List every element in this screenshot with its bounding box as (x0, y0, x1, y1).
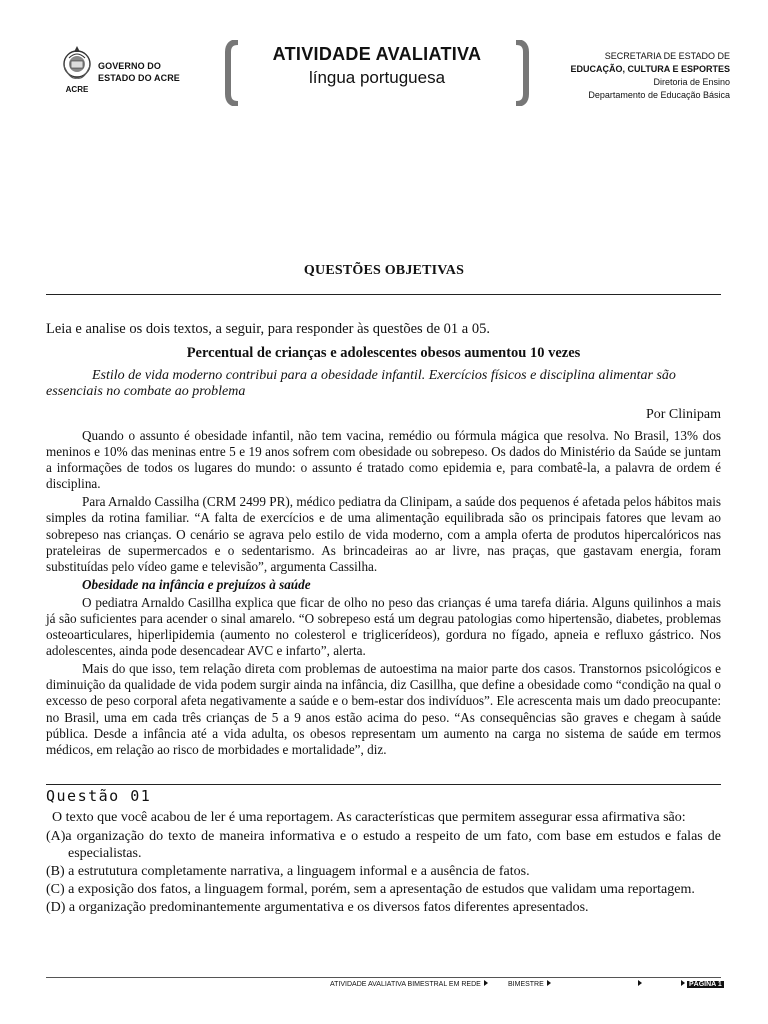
option-c[interactable]: (C) a exposição dos fatos, a linguagem formal, porém, sem a apresentação de estudos que validam uma reportagem. (46, 882, 695, 897)
page-footer (330, 980, 722, 992)
divider (46, 294, 721, 295)
footer-bimestre (508, 980, 551, 988)
arrow-right-icon (547, 980, 551, 986)
arrow-right-icon (638, 980, 642, 986)
footer-divider (46, 977, 721, 978)
acre-coat-of-arms-icon (60, 44, 94, 98)
option-a[interactable]: (A)a organização do texto de maneira informativa e o estudo a respeito de um fato, com base em estudos e falas de especialistas. (46, 829, 721, 861)
question-title: Questão 01 (46, 787, 152, 805)
page-number-badge: PÁGINA 1 (689, 981, 722, 988)
arrow-right-icon (681, 980, 685, 986)
secretaria-line-3: Diretoria de Ensino (653, 77, 730, 87)
footer-page (678, 980, 724, 988)
footer-activity (330, 980, 488, 988)
footer-blank-field (635, 980, 642, 988)
document-header (0, 0, 768, 120)
secretaria-line-4: Departamento de Educação Básica (588, 90, 730, 100)
subject-title: língua portuguesa (308, 68, 446, 87)
article-headline: Percentual de crianças e adolescentes obesos aumentou 10 vezes (186, 345, 581, 361)
left-bracket-icon (222, 40, 242, 106)
crest-label: ACRE (65, 85, 89, 94)
secretaria-line-1: SECRETARIA DE ESTADO DE (604, 51, 730, 61)
reading-text (46, 320, 721, 760)
footer-bimestre-label: BIMESTRE (508, 981, 544, 988)
gov-line-1: GOVERNO DO (98, 61, 162, 71)
article-paragraph-3: O pediatra Arnaldo Casillha explica que ficar de olho no peso das crianças é uma tarefa diária. Alguns quilinhos a mais já são suficientes para acender o sinal amarelo. “O sobrepeso está um degrau patologias como hipertensão, diabetes, problemas osteoarticulares, hiperlipidemia (aumento no colesterol e triglicerídeos), gordura no fígado, apneia e refluxo gástrico. Nos adolescentes, ainda pode desencadear AVC e infarto”, alerta. (46, 594, 721, 659)
gov-line-2: ESTADO DO ACRE (98, 73, 180, 83)
article-paragraph-2: Para Arnaldo Cassilha (CRM 2499 PR), médico pediatra da Clinipam, a saúde dos pequenos é afetada pelos hábitos mais simples da rotina familiar. “A falta de exercícios e de uma alimentação equilibrada são os principais fatores que levam ao sobrepeso nas crianças. O cenário se agrava pelo estilo de vida moderno, com a ampla oferta de produtos hipercalóricos nas prateleiras de supermercados e o sedentarismo. As brincadeiras ao ar livre, nas praças, que gastavam energia, foram substituídas pelo vídeo game e televisão”, argumenta Cassilha. (46, 494, 721, 574)
activity-title: ATIVIDADE AVALIATIVA (272, 44, 482, 64)
secretaria-line-2: EDUCAÇÃO, CULTURA E ESPORTES (570, 64, 730, 74)
article-subheading: Obesidade na infância e prejuízos à saúde (82, 576, 311, 592)
article-paragraph-4: Mais do que isso, tem relação direta com problemas de autoestima na maior parte dos casos. Transtornos psicológicos e diminuição da qualidade de vida podem surgir ainda na infância, diz Casillha, que define a obesidade como “condição na qual o excesso de peso corporal afeta negativamente a saúde e o bem-estar dos indivíduos”. Ele acrescenta mais um dado preocupante: no Brasil, uma em cada três crianças de 5 a 9 anos estão acima do peso. “As consequências são graves e chegam à saúde pública. Desde a infância até a vida adulta, os obesos representam um aumento na carga no sistema de saúde em termos médicos, em relação ao risco de morbidades e mortalidade”, diz. (46, 661, 722, 757)
question-stem: O texto que você acabou de ler é uma reportagem. As características que permitem assegurar essa afirmativa são: (52, 810, 686, 825)
article-paragraph-1: Quando o assunto é obesidade infantil, não tem vacina, remédio ou fórmula mágica que resolva. No Brasil, 13% dos meninos e 10% das meninas entre 5 e 19 anos sofrem com obesidade ou sobrepeso. Os dados do Ministério da Saúde se juntam a informações de todos os lugares do mundo: o assunto é tratado como epidemia e, para combatê-la, a palavra de ordem é disciplina. (46, 428, 721, 492)
title-box (222, 40, 532, 106)
secretaria-block (570, 50, 730, 102)
article-byline: Por Clinipam (645, 407, 721, 422)
footer-activity-label: ATIVIDADE AVALIATIVA BIMESTRAL EM REDE (330, 981, 481, 988)
intro-instruction: Leia e analise os dois textos, a seguir, para responder às questões de 01 a 05. (46, 321, 490, 337)
option-b[interactable]: (B) a estrututura completamente narrativa, a linguagem informal e a ausência de fatos. (46, 864, 530, 879)
option-d[interactable]: (D) a organização predominantemente argumentativa e os diversos fatos diferentes apresentados. (46, 900, 589, 915)
article-subheadline: Estilo de vida moderno contribui para a obesidade infantil. Exercícios físicos e disciplina alimentar são essenciais no combate ao problema (46, 368, 676, 399)
government-label (98, 60, 180, 84)
divider (46, 784, 721, 785)
right-bracket-icon (512, 40, 532, 106)
question-block (46, 787, 721, 917)
arrow-right-icon (484, 980, 488, 986)
section-title: QUESTÕES OBJETIVAS (303, 263, 465, 278)
